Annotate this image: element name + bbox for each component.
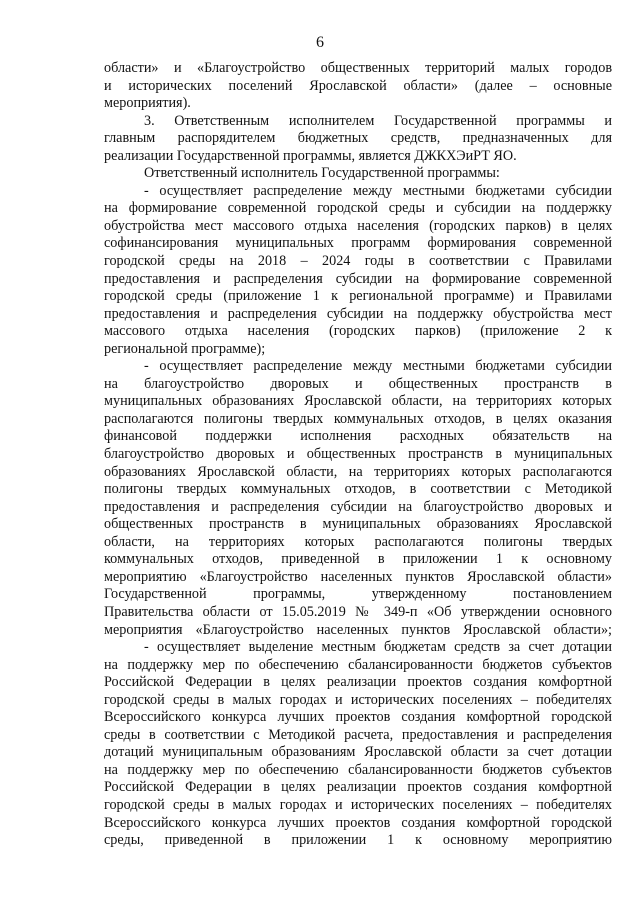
- text-line: Государственной программы, утвержденному постановлением: [104, 586, 612, 603]
- text-line: Правительства области от 15.05.2019 № 349-п «Об утверждении основного: [104, 603, 612, 620]
- text-line: Российской Федерации в целях реализации проектов создания комфортной: [104, 674, 612, 691]
- text-line: среды, приведенной в приложении 1 к основному мероприятию: [104, 832, 612, 849]
- text-line: дотаций муниципальным образованиям Ярославской области за счет дотации: [104, 744, 612, 761]
- text-line: коммунальных отходов, приведенной в приложении 1 к основному: [104, 551, 612, 568]
- text-line: предоставления и распределения субсидии на поддержку обустройства мест: [104, 305, 612, 322]
- text-line: Всероссийского конкурса лучших проектов создания комфортной городской: [104, 814, 612, 831]
- text-line: финансовой поддержки исполнения расходных обязательств на: [104, 428, 612, 445]
- text-line: общественных пространств в муниципальных образованиях Ярославской: [104, 516, 612, 533]
- text-line: 3. Ответственным исполнителем Государственной программы и: [144, 112, 612, 129]
- text-line: муниципальных образованиях Ярославской области, на территориях которых: [104, 393, 612, 410]
- text-line: мероприятия «Благоустройство населенных пунктов Ярославской области»;: [104, 621, 612, 638]
- text-line: городской среды в малых городах и исторических поселениях – победителях: [104, 691, 612, 708]
- text-line: на формирование современной городской среды и субсидии на поддержку: [104, 200, 612, 217]
- text-line: городской среды на 2018 – 2024 годы в соответствии с Правилами: [104, 253, 612, 270]
- text-line: области» и «Благоустройство общественных территорий малых городов: [104, 60, 612, 76]
- text-line: располагаются полигоны твердых коммунальных отходов, в целях оказания: [104, 410, 612, 427]
- text-line: области, на территориях которых располагаются полигоны твердых: [104, 533, 612, 550]
- text-line: благоустройство дворовых и общественных пространств в муниципальных: [104, 446, 612, 463]
- text-line: городской среды в малых городах и исторических поселениях – победителях: [104, 796, 612, 813]
- text-line: - осуществляет распределение между местными бюджетами субсидии: [144, 358, 612, 375]
- text-line: - осуществляет выделение местным бюджетам средств за счет дотации: [144, 639, 612, 656]
- text-line: полигоны твердых коммунальных отходов, в соответствии с Методикой: [104, 481, 612, 498]
- text-line: мероприятию «Благоустройство населенных пунктов Ярославской области»: [104, 568, 612, 585]
- text-line: реализации Государственной программы, является ДЖКХЭиРТ ЯО.: [104, 147, 517, 164]
- text-line: Всероссийского конкурса лучших проектов создания комфортной городской: [104, 709, 612, 726]
- text-line: образованиях Ярославской области, на территориях которых располагаются: [104, 463, 612, 480]
- text-line: на поддержку мер по обеспечению сбалансированности бюджетов субъектов: [104, 761, 612, 778]
- page-number: 6: [316, 34, 324, 51]
- text-line: региональной программе);: [104, 340, 266, 357]
- document-body: [104, 60, 612, 850]
- text-line: обустройства мест массового отдыха населения (городских парков) в целях: [104, 217, 612, 234]
- text-line: на поддержку мер по обеспечению сбалансированности бюджетов субъектов: [104, 656, 612, 673]
- text-line: городской среды (приложение 1 к региональной программе) и Правилами: [104, 288, 612, 305]
- text-line: Ответственный исполнитель Государственной программы:: [144, 165, 500, 182]
- text-line: на благоустройство дворовых и общественных пространств в: [104, 375, 612, 392]
- text-line: Российской Федерации в целях реализации проектов создания комфортной: [104, 779, 612, 796]
- text-line: и исторических поселений Ярославской области» (далее – основные: [104, 77, 612, 94]
- text-line: главным распорядителем бюджетных средств, предназначенных для: [104, 130, 612, 147]
- text-line: среды в соответствии с Методикой расчета, предоставления и распределения: [104, 726, 612, 743]
- text-line: - осуществляет распределение между местными бюджетами субсидии: [144, 182, 612, 199]
- text-line: софинансирования муниципальных программ формирования современной: [104, 235, 612, 252]
- text-line: предоставления и распределения субсидии на благоустройство дворовых и: [104, 498, 612, 515]
- text-line: мероприятия).: [104, 95, 191, 112]
- text-line: предоставления и распределения субсидии на формирование современной: [104, 270, 612, 287]
- text-line: массового отдыха населения (городских парков) (приложение 2 к: [104, 323, 612, 340]
